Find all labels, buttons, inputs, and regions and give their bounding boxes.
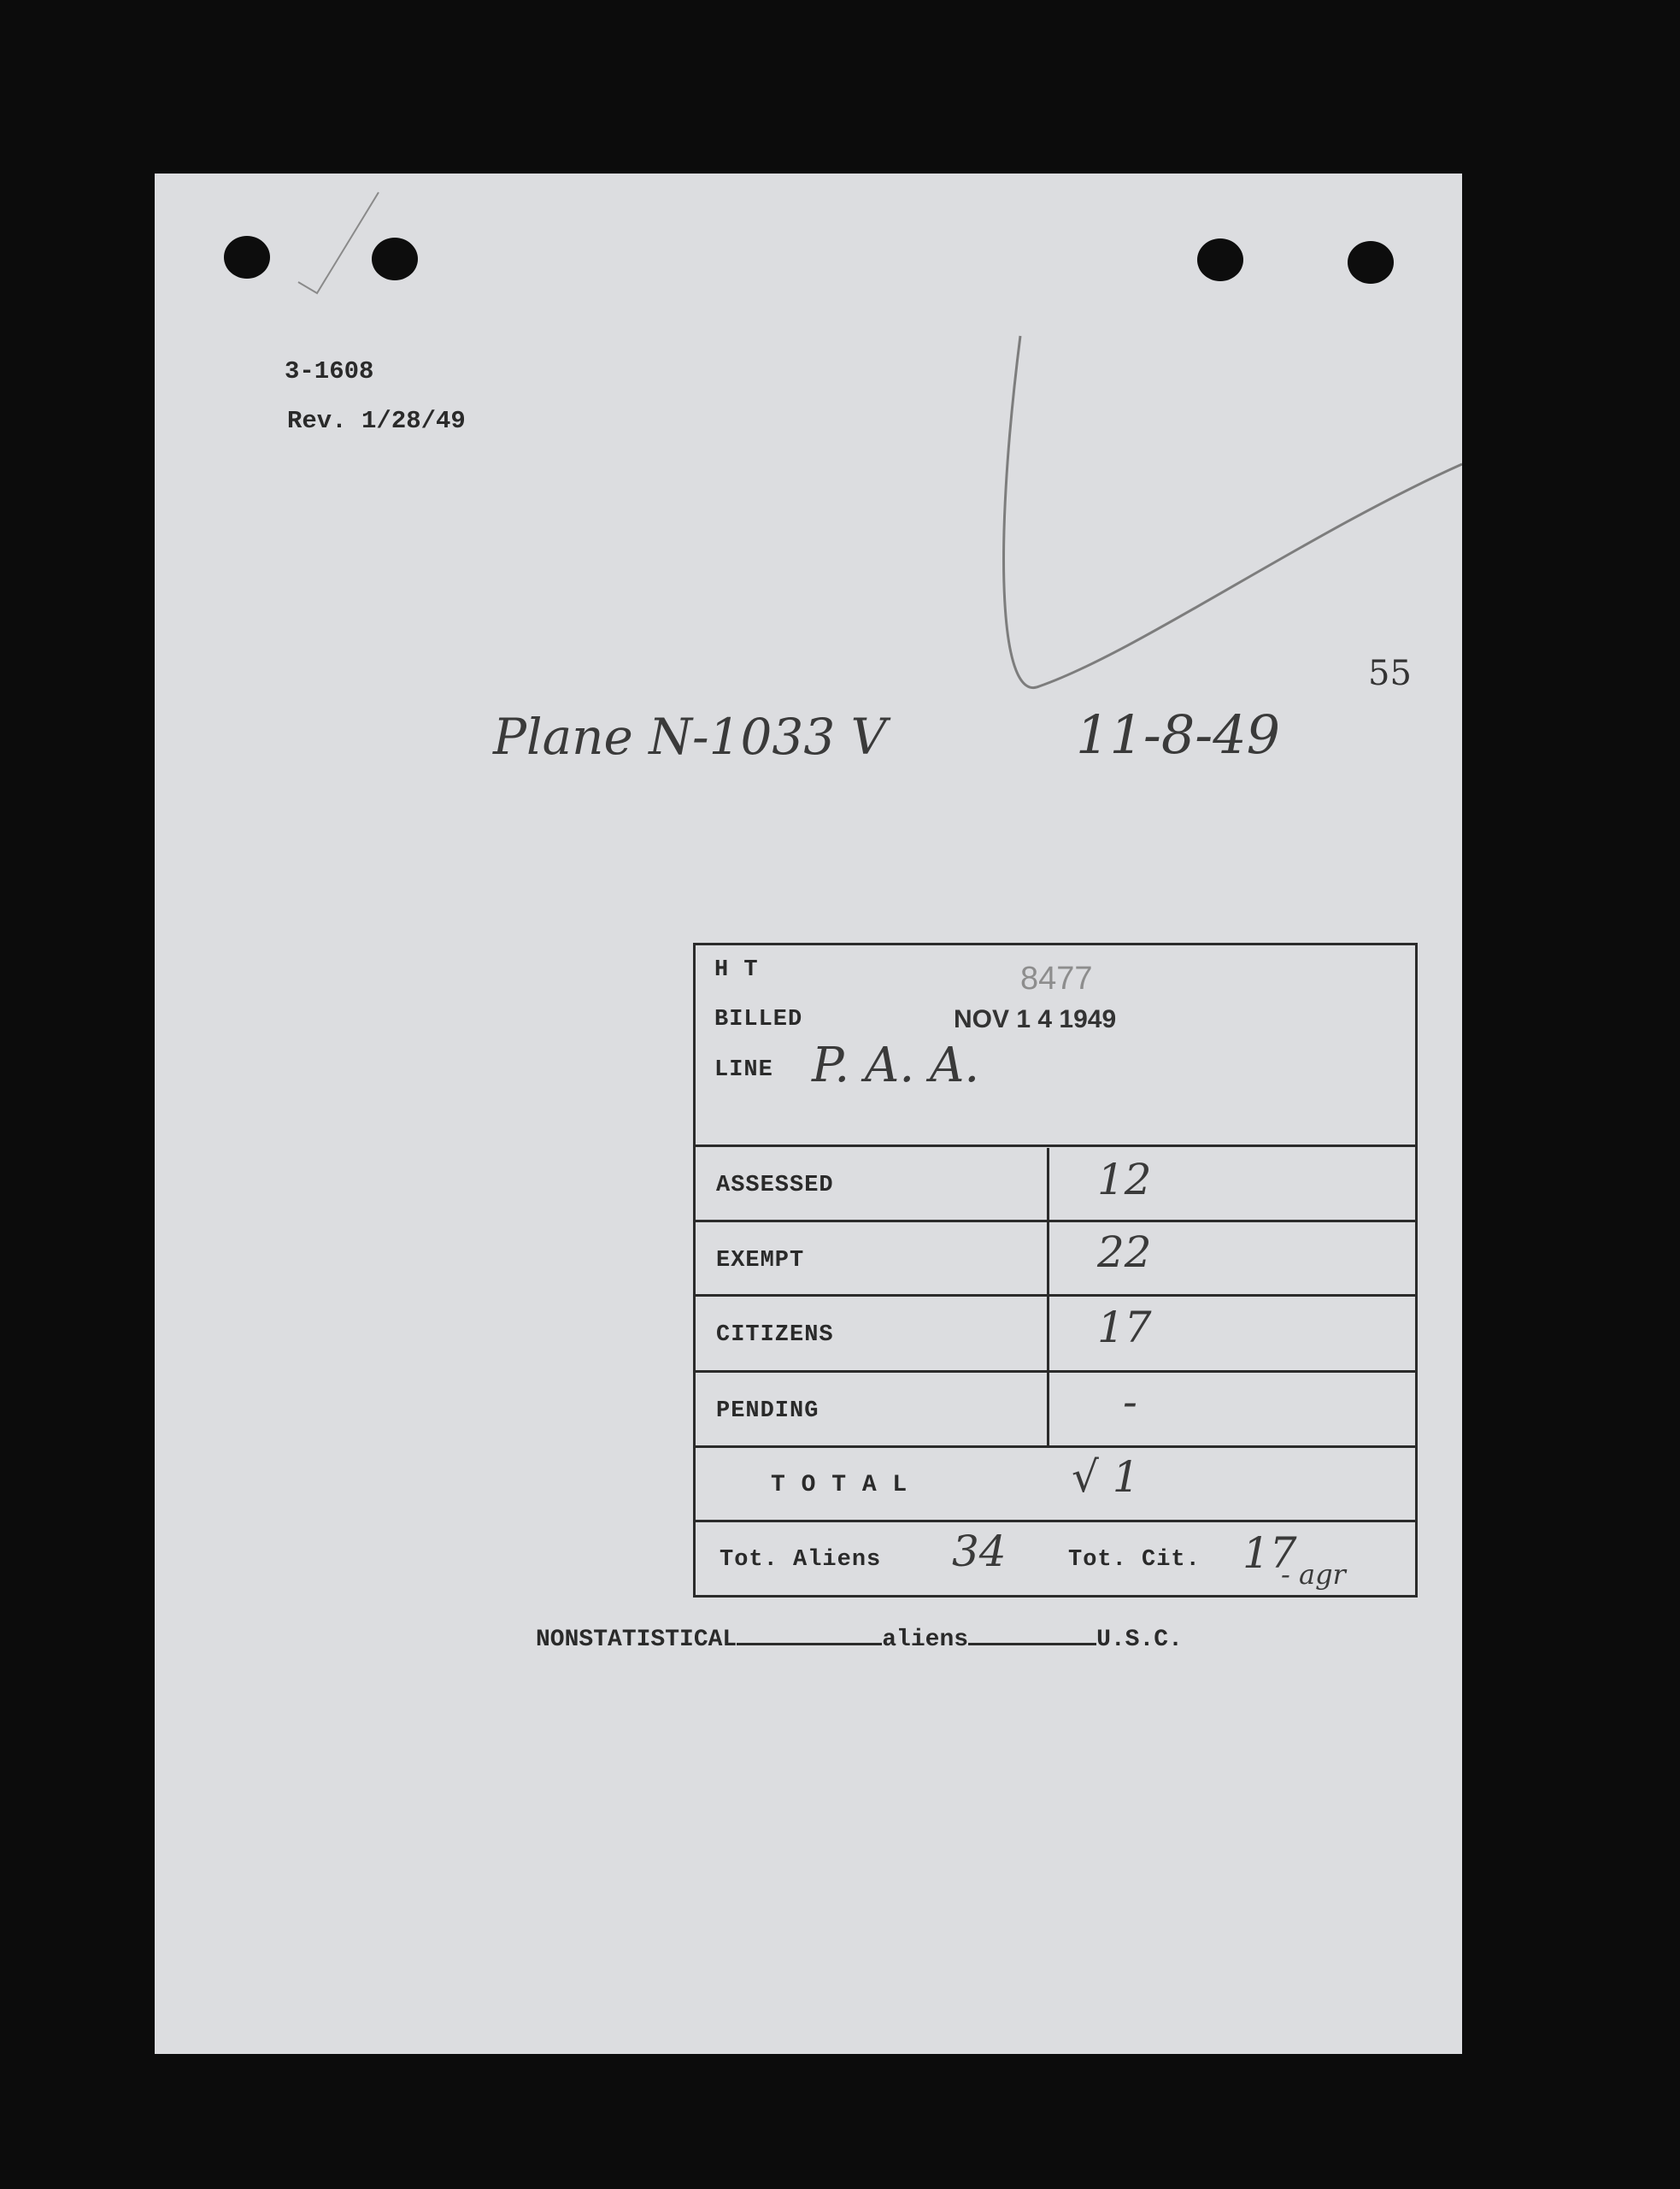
document-page: [155, 174, 1462, 2054]
pending-label: PENDING: [716, 1398, 819, 1424]
handwritten-date: 11-8-49: [1076, 703, 1281, 766]
total-value: √ 1: [1072, 1452, 1140, 1502]
tot-cit-value: 17: [1242, 1528, 1297, 1578]
nonstatistical-label: NONSTATISTICAL: [536, 1627, 737, 1653]
ht-label: H T: [714, 957, 759, 983]
aliens-label: aliens: [882, 1627, 969, 1653]
assessed-label: ASSESSED: [716, 1173, 834, 1198]
tot-cit-label: Tot. Cit.: [1068, 1547, 1201, 1573]
billed-date-stamp: NOV 1 4 1949: [954, 1005, 1117, 1033]
tally-form: [693, 943, 1418, 1598]
billed-label: BILLED: [714, 1007, 803, 1033]
handwritten-plane: Plane N-1033 V: [493, 708, 887, 766]
page-number: 55: [1368, 654, 1412, 693]
total-label: T O T A L: [771, 1472, 908, 1498]
handwritten-initials: - agr: [1281, 1558, 1346, 1591]
stamp-number: 8477: [1020, 961, 1093, 997]
handwritten-line: P. A. A.: [812, 1038, 980, 1093]
line-label: LINE: [714, 1057, 773, 1083]
tot-aliens-value: 34: [952, 1527, 1007, 1576]
form-number: 3-1608: [285, 357, 374, 385]
pencil-marks: [155, 174, 1462, 943]
tot-aliens-label: Tot. Aliens: [720, 1547, 882, 1573]
exempt-value: 22: [1097, 1227, 1152, 1277]
usc-label: U.S.C.: [1096, 1627, 1183, 1653]
exempt-label: EXEMPT: [716, 1248, 805, 1274]
citizens-label: CITIZENS: [716, 1322, 834, 1348]
citizens-value: 17: [1097, 1303, 1152, 1352]
assessed-value: 12: [1097, 1155, 1152, 1204]
nonstatistical-line: [536, 1627, 1183, 1653]
form-revision: Rev. 1/28/49: [287, 407, 466, 435]
pending-value: -: [1123, 1377, 1137, 1427]
